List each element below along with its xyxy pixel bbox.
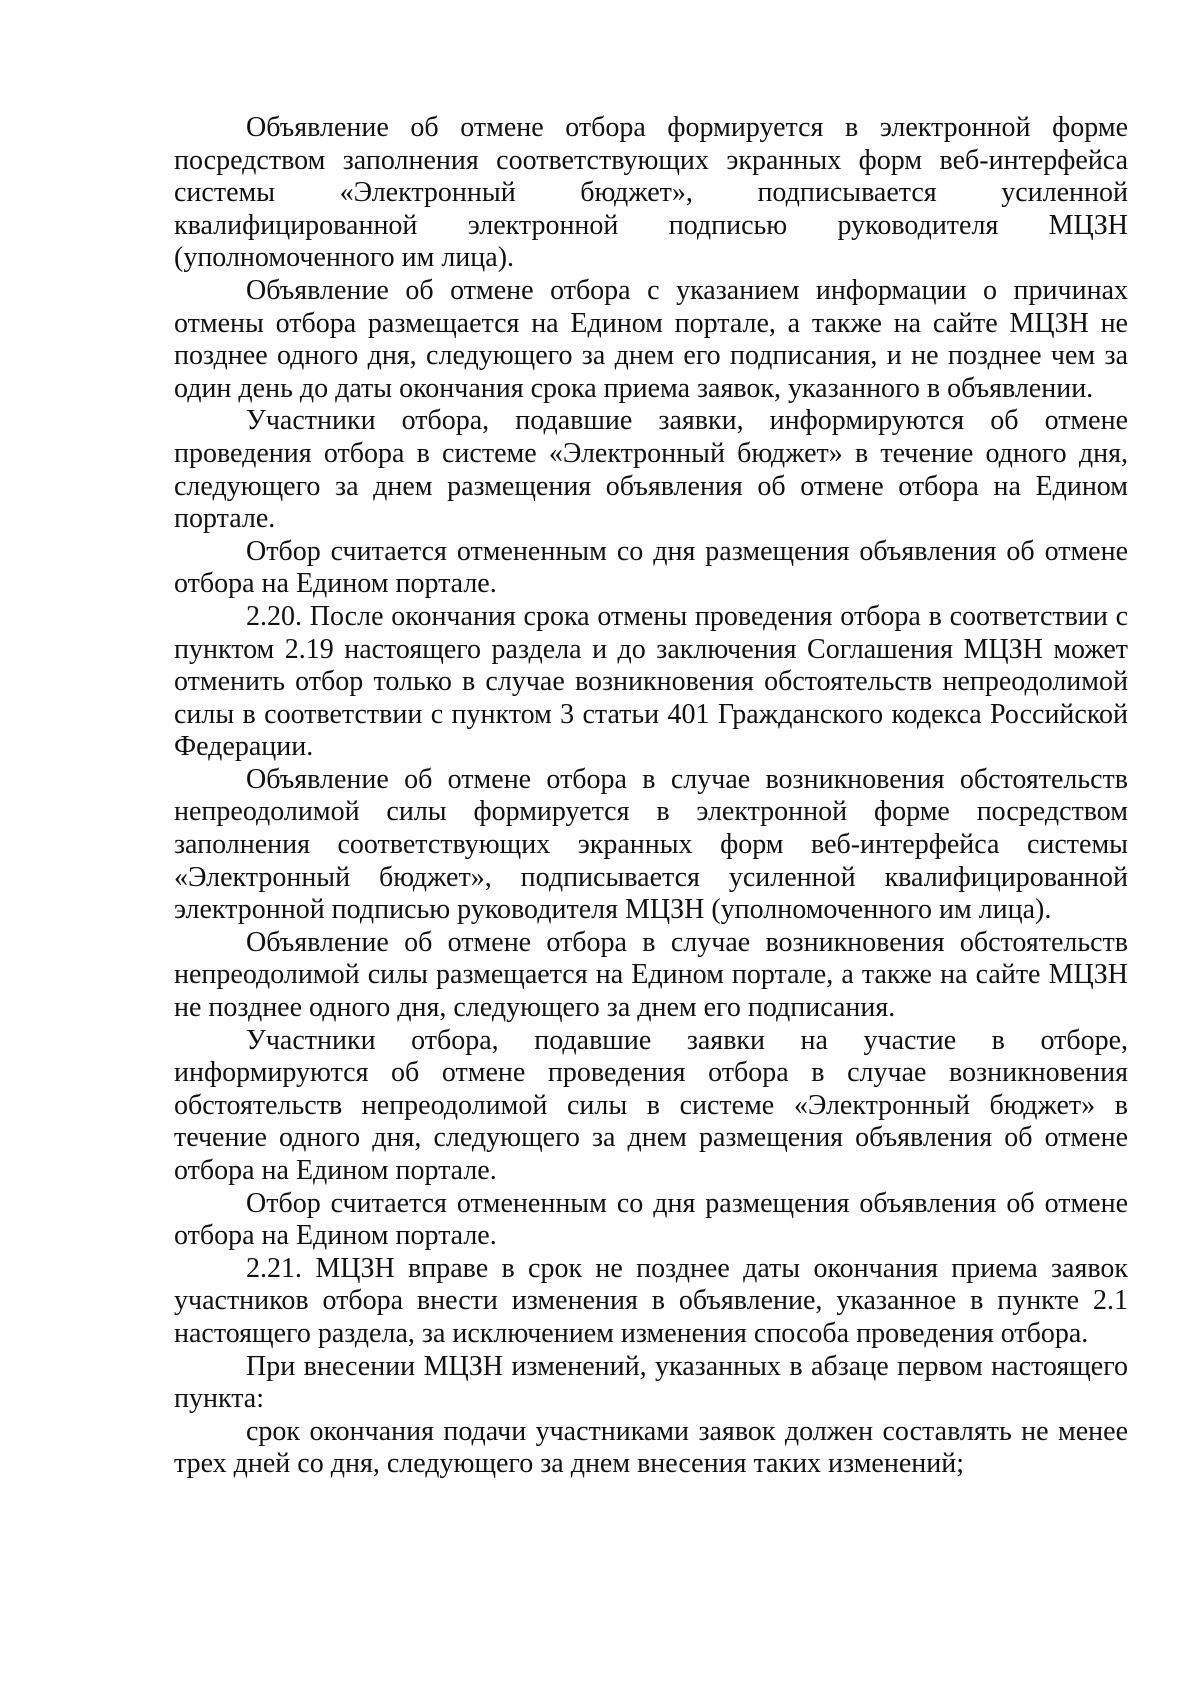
paragraph-force-majeure-selection-cancelled: Отбор считается отмененным со дня размещения объявления об отмене отбора на Едином портале. (174, 1187, 1128, 1252)
paragraph-participants-informed: Участники отбора, подавшие заявки, информируются об отмене проведения отбора в системе «Электронный бюджет» в течение одного дня, следующего за днем размещения объявления об отмене отбора на Едином портале. (174, 405, 1128, 535)
paragraph-changes-intro: При внесении МЦЗН изменений, указанных в абзаце первом настоящего пункта: (174, 1350, 1128, 1415)
paragraph-force-majeure-notice-publication: Объявление об отмене отбора в случае возникновения обстоятельств непреодолимой силы размещается на Едином портале, а также на сайте МЦЗН не позднее одного дня, следующего за днем его подписания. (174, 926, 1128, 1024)
document-body (174, 112, 1128, 1481)
paragraph-clause-2-21: 2.21. МЦЗН вправе в срок не позднее даты окончания приема заявок участников отбора внести изменения в объявление, указанное в пункте 2.1 настоящего раздела, за исключением изменения способа проведения отбора. (174, 1252, 1128, 1349)
paragraph-submission-deadline: срок окончания подачи участниками заявок должен составлять не менее трех дней со дня, следующего за днем внесения таких изменений; (174, 1415, 1128, 1480)
paragraph-cancel-notice-publication: Объявление об отмене отбора с указанием информации о причинах отмены отбора размещается на Едином портале, а также на сайте МЦЗН не позднее одного дня, следующего за днем его подписания, и не позднее чем за один день до даты окончания срока приема заявок, указанного в объявлении. (174, 274, 1128, 404)
paragraph-cancel-notice-form: Объявление об отмене отбора формируется в электронной форме посредством заполнения соответствующих экранных форм веб-интерфейса системы «Электронный бюджет», подписывается усиленной квалифицированной электронной подписью руководителя МЦЗН (уполномоченного им лица). (174, 112, 1128, 274)
paragraph-selection-cancelled: Отбор считается отмененным со дня размещения объявления об отмене отбора на Едином портале. (174, 535, 1128, 600)
paragraph-clause-2-20: 2.20. После окончания срока отмены проведения отбора в соответствии с пунктом 2.19 настоящего раздела и до заключения Соглашения МЦЗН может отменить отбор только в случае возникновения обстоятельств непреодолимой силы в соответствии с пунктом 3 статьи 401 Гражданского кодекса Российской Федерации. (174, 600, 1128, 763)
paragraph-force-majeure-notice-form: Объявление об отмене отбора в случае возникновения обстоятельств непреодолимой силы формируется в электронной форме посредством заполнения соответствующих экранных форм веб-интерфейса системы «Электронный бюджет», подписывается усиленной квалифицированной электронной подписью руководителя МЦЗН (уполномоченного им лица). (174, 763, 1128, 926)
paragraph-force-majeure-participants-informed: Участники отбора, подавшие заявки на участие в отборе, информируются об отмене проведения отбора в случае возникновения обстоятельств непреодолимой силы в системе «Электронный бюджет» в течение одного дня, следующего за днем размещения объявления об отмене отбора на Едином портале. (174, 1024, 1128, 1186)
